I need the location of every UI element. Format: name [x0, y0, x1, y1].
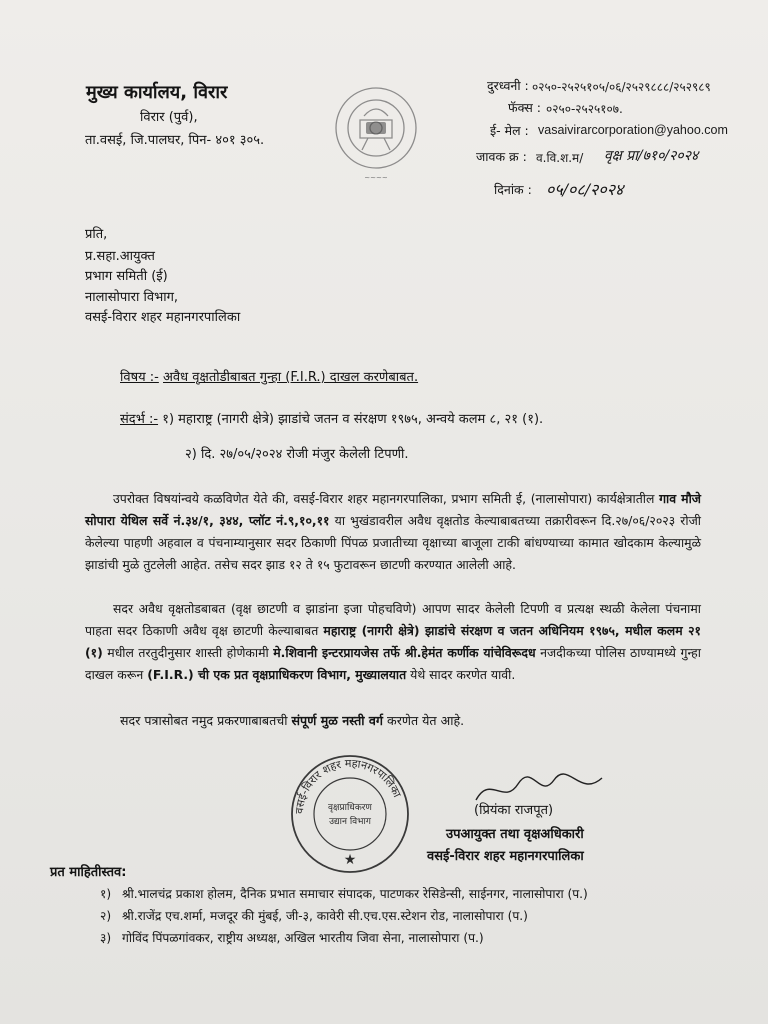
- stamp-star-icon: ★: [343, 852, 357, 868]
- email-value: vasaivirarcorporation@yahoo.com: [538, 123, 728, 137]
- reference-1: १) महाराष्ट्र (नागरी क्षेत्रे) झाडांचे जतन व संरक्षण १९७५, अन्वये कलम ८, २१ (१).: [162, 412, 544, 427]
- subject-line: [120, 367, 418, 385]
- fax-value: ०२५०-२५२५१०७.: [546, 102, 623, 116]
- body-paragraph-3: [120, 712, 464, 729]
- stamp-center-line-2: उद्यान विभाग: [329, 817, 371, 827]
- ref-prefix: व.वि.श.म/: [536, 151, 584, 165]
- recipient-line-3: नालासोपारा विभाग,: [85, 290, 179, 305]
- fax-label: फॅक्स :: [508, 100, 542, 115]
- recipient-line-2: प्रभाग समिती (ई): [85, 269, 168, 284]
- copy-item-text: गोविंद पिंपळगांवकर, राष्ट्रीय अध्यक्ष, अखिल भारतीय जिवा सेना, नालासोपारा (प.): [122, 931, 484, 945]
- p2-text-g: येथे सादर करणेत यावी.: [410, 667, 516, 682]
- date-label: दिनांक :: [494, 182, 532, 197]
- p2-accused-party: मे.शिवानी इन्टरप्रायजेस तर्फे श्री.हेमंत कर्णीक यांचेविरूदध: [273, 645, 536, 660]
- copy-to-item: [100, 883, 740, 905]
- stamp-ring-text: वसई-विरार शहर महानगरपालिका: [292, 756, 404, 815]
- municipal-seal-icon: [298, 76, 448, 186]
- copy-item-number: २): [100, 909, 112, 923]
- date-handwritten: ०५/०८/२०२४: [546, 180, 624, 199]
- p3-file-transfer: संपूर्ण मुळ नस्ती वर्ग: [291, 713, 383, 728]
- copy-to-heading: प्रत माहितीस्तव:: [50, 865, 127, 880]
- copy-item-number: १): [100, 887, 112, 901]
- reference-label: संदर्भ :-: [120, 412, 159, 427]
- phone-label: दुरध्वनी :: [487, 78, 529, 93]
- office-address: ता.वसई, जि.पालघर, पिन- ४०१ ३०५.: [85, 133, 265, 148]
- signatory-designation: उपआयुक्त तथा वृक्षअधिकारी: [446, 827, 584, 842]
- signatory-name: (प्रियंका राजपूत): [474, 803, 554, 818]
- p2-text-a: सदर अवैध वृक्षतोडबाबत (वृक्ष छाटणी व झाडांना इजा पोहचविणे) आपण सादर केलेली टिपणी व प्रत्यक्ष स्थळी केलेला पंचनामा पाहता सदर ठिकाणी अवैध वृक्ष छाटणी केल्याबाबत: [85, 601, 701, 638]
- p2-fir-copy: (F.I.R.) ची एक प्रत वृक्षप्राधिकरण विभाग, मुख्यालयात: [147, 667, 407, 682]
- copy-item-text: श्री.राजेंद्र एच.शर्मा, मजदूर की मुंबई, जी-३, कावेरी सी.एच.एस.स्टेशन रोड, नालासोपारा (प.): [122, 909, 528, 923]
- stamp-center-line-1: वृक्षप्राधिकरण: [328, 803, 372, 813]
- subject-label: विषय :-: [120, 370, 159, 385]
- reference-2: २) दि. २७/०५/२०२४ रोजी मंजुर केलेली टिपणी.: [185, 447, 409, 462]
- p2-text-e: नजदीकच्या पोलिस ठाण्यामध्ये गुन्हा दाखल करून: [85, 645, 701, 682]
- ref-label: जावक क्र :: [476, 149, 527, 164]
- recipient-line-1: प्र.सहा.आयुक्त: [85, 249, 155, 264]
- body-paragraph-2: [85, 598, 701, 686]
- copy-item-number: ३): [100, 931, 112, 945]
- svg-text:~~~~: ~~~~: [364, 174, 388, 182]
- p2-act-reference: महाराष्ट्र (नागरी क्षेत्रे) झाडांचे संरक्षण व जतन अधिनियम १९७५, मधील कलम २१ (१): [85, 623, 702, 660]
- p2-text-c: मधील तरतुदीनुसार शास्ती होणेकामी: [107, 645, 269, 660]
- ref-number-handwritten: वृक्ष प्रा/७१०/२०२४: [604, 148, 699, 164]
- signatory-organization: वसई-विरार शहर महानगरपालिका: [427, 849, 584, 864]
- copy-to-item: [100, 905, 740, 927]
- reference-line-1: [120, 409, 543, 427]
- email-label: ई- मेल :: [490, 123, 529, 138]
- department-stamp: [283, 750, 418, 875]
- p1-text-a: उपरोक्त विषयांन्वये कळविणेत येते की, वसई-विरार शहर महानगरपालिका, प्रभाग समिती ई, (नालासोपारा) कार्यक्षेत्रातील: [113, 491, 655, 506]
- office-title: मुख्य कार्यालय, विरार: [86, 82, 228, 103]
- recipient-line-4: वसई-विरार शहर महानगरपालिका: [85, 310, 241, 325]
- phone-value: ०२५०-२५२५१०५/०६/२५२९८८८/२५२९८९: [532, 80, 711, 94]
- p3-text-a: सदर पत्रासोबत नमुद प्रकरणाबाबतची: [120, 713, 288, 728]
- body-paragraph-1: [85, 488, 701, 576]
- copy-to-list: [100, 883, 740, 949]
- recipient-salutation: प्रति,: [85, 227, 108, 242]
- office-city: विरार (पुर्व),: [140, 110, 198, 125]
- subject-text: अवैध वृक्षतोडीबाबत गुन्हा (F.I.R.) दाखल करणेबाबत.: [163, 370, 419, 385]
- p1-property-details: गाव मौजे सोपारा येथिल सर्वे नं.३४/१, ३४४, प्लॉट नं.९,१०,११: [85, 491, 701, 528]
- copy-to-item: [100, 927, 740, 949]
- p3-text-c: करणेत येत आहे.: [387, 713, 465, 728]
- p1-text-c: या भुखंडावरील अवैध वृक्षतोड केल्याबाबतच्या तक्रारीवरून दि.२७/०६/२०२३ रोजी केलेल्या पाहणी अहवाल व पंचनाम्यानुसार सदर ठिकाणी पिंपळ प्रजातीच्या वृक्षाच्या बाजूला टाकी बांधण्याच्या कामात खोदकाम केल्यामुळे झाडांची मुळे तुटलेली आहेत. तसेच सदर झाड १२ ते १५ फुटावरून छाटणी करण्यात आलेली आहे.: [85, 513, 701, 572]
- copy-item-text: श्री.भालचंद्र प्रकाश होलम, दैनिक प्रभात समाचार संपादक, पाटणकर रेसिडेन्सी, साईनगर, नालासोपारा (प.): [122, 887, 588, 901]
